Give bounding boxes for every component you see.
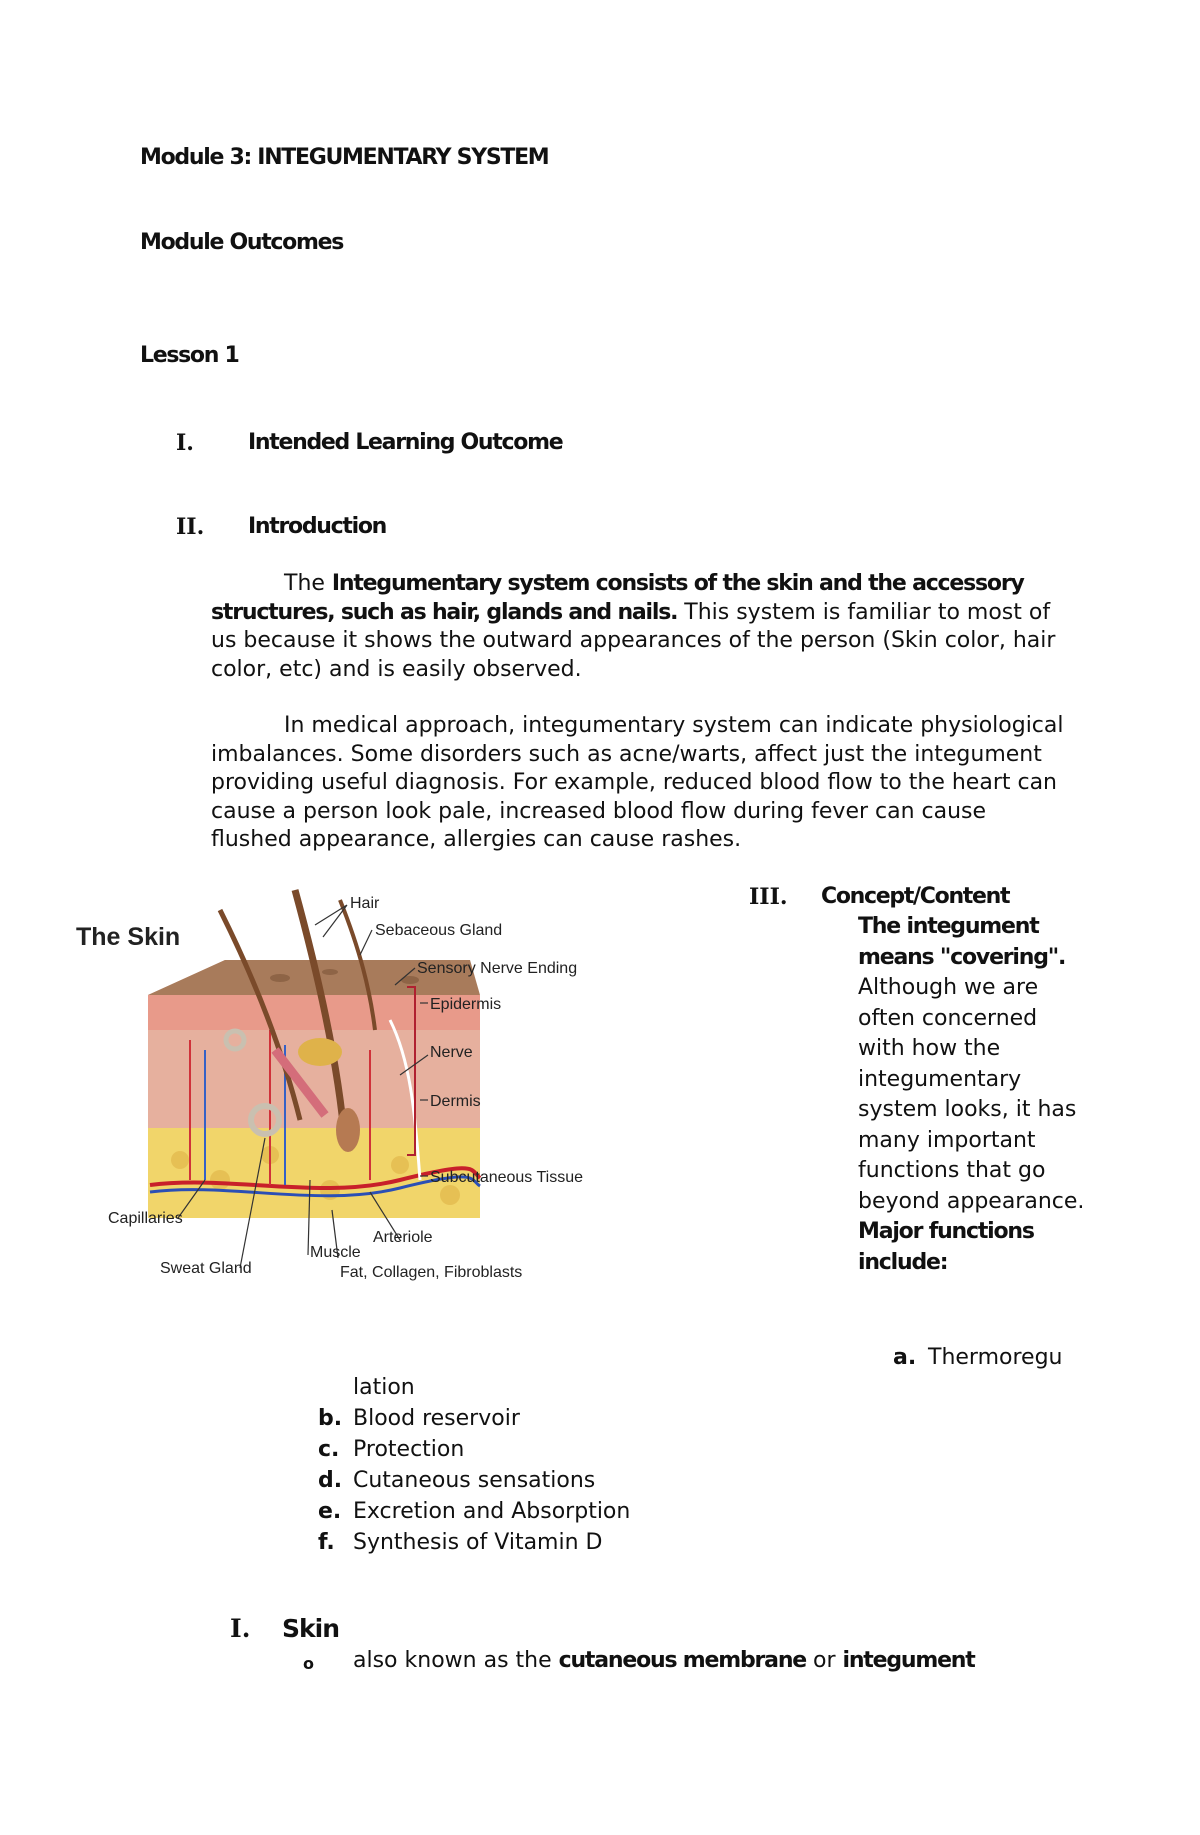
skin-bullet-bold-1: cutaneous membrane [558, 1648, 806, 1673]
concept-bold-1: The integument means "covering". [858, 914, 1066, 970]
bullet-marker: o [303, 1654, 314, 1673]
skin-diagram-figure [70, 880, 670, 1340]
label-subcutaneous-tissue: Subcutaneous Tissue [430, 1169, 583, 1186]
label-hair: Hair [350, 895, 380, 912]
lesson-heading: Lesson 1 [140, 343, 239, 368]
module-title: Module 3: INTEGUMENTARY SYSTEM [140, 145, 549, 170]
intro-paragraph-1 [211, 570, 1071, 684]
label-capillaries: Capillaries [108, 1210, 183, 1227]
skin-bullet-bold-2: integument [842, 1648, 975, 1673]
list-marker: f. [318, 1530, 335, 1555]
list-text: lation [353, 1375, 415, 1400]
list-marker: e. [318, 1499, 342, 1524]
label-fat-collagen-fibroblasts: Fat, Collagen, Fibroblasts [340, 1264, 523, 1281]
section-heading-introduction: Introduction [248, 514, 387, 539]
concept-bold-2: Major functions include: [858, 1219, 1034, 1275]
label-nerve: Nerve [430, 1044, 473, 1061]
label-muscle: Muscle [310, 1244, 361, 1261]
section-heading-learning-outcome: Intended Learning Outcome [248, 430, 563, 455]
label-arteriole: Arteriole [373, 1229, 433, 1246]
list-marker: c. [318, 1437, 340, 1462]
intro-p2-text: In medical approach, integumentary system can indicate physiological imbalances. Some disorders such as acne/warts, affect just the integument providing useful diagnosis. For example, reduced blood flow to the heart can cause a person look pale, increased blood flow during fever can cause flushed appearance, allergies can cause rashes. [211, 713, 1064, 852]
intro-text-pre: The [284, 571, 332, 596]
skin-bullet-mid: or [806, 1648, 843, 1673]
section-number: I. [176, 430, 194, 456]
module-outcomes-heading: Module Outcomes [140, 230, 344, 255]
list-text: Cutaneous sensations [353, 1468, 596, 1493]
section-heading-skin: Skin [282, 1614, 339, 1643]
label-sweat-gland: Sweat Gland [160, 1260, 252, 1277]
intro-paragraph-2 [211, 712, 1071, 855]
list-marker: d. [318, 1468, 343, 1493]
skin-bullet-pre: also known as the [353, 1648, 559, 1673]
section-number: III. [749, 884, 788, 910]
section-number: II. [176, 514, 205, 540]
list-text: Thermoregu [928, 1345, 1063, 1370]
intro-text-bold: Integumentary system consists of the skin and the accessory structures, such as hair, glands and nails. [211, 571, 1024, 625]
list-text: Synthesis of Vitamin D [353, 1530, 603, 1555]
label-epidermis: Epidermis [430, 996, 502, 1013]
concept-paragraph [858, 912, 1088, 1278]
section-number: I. [230, 1614, 251, 1643]
list-text: Blood reservoir [353, 1406, 520, 1431]
list-marker: b. [318, 1406, 343, 1431]
skin-bullet-text [353, 1647, 975, 1676]
label-sensory-nerve-ending: Sensory Nerve Ending [417, 960, 578, 977]
concept-text: Although we are often concerned with how the integumentary system looks, it has many important functions that go beyond appearance. [858, 975, 1085, 1214]
section-heading-concept: Concept/Content [821, 884, 1010, 909]
list-text: Excretion and Absorption [353, 1499, 631, 1524]
figure-title: The Skin [76, 923, 181, 951]
list-marker: a. [893, 1345, 917, 1370]
intro-text-post: This system is familiar to most of us because it shows the outward appearances of the person (Skin color, hair color, etc) and is easily observed. [211, 599, 1056, 682]
label-sebaceous-gland: Sebaceous Gland [375, 922, 503, 939]
list-text: Protection [353, 1437, 465, 1462]
label-dermis: Dermis [430, 1093, 481, 1110]
